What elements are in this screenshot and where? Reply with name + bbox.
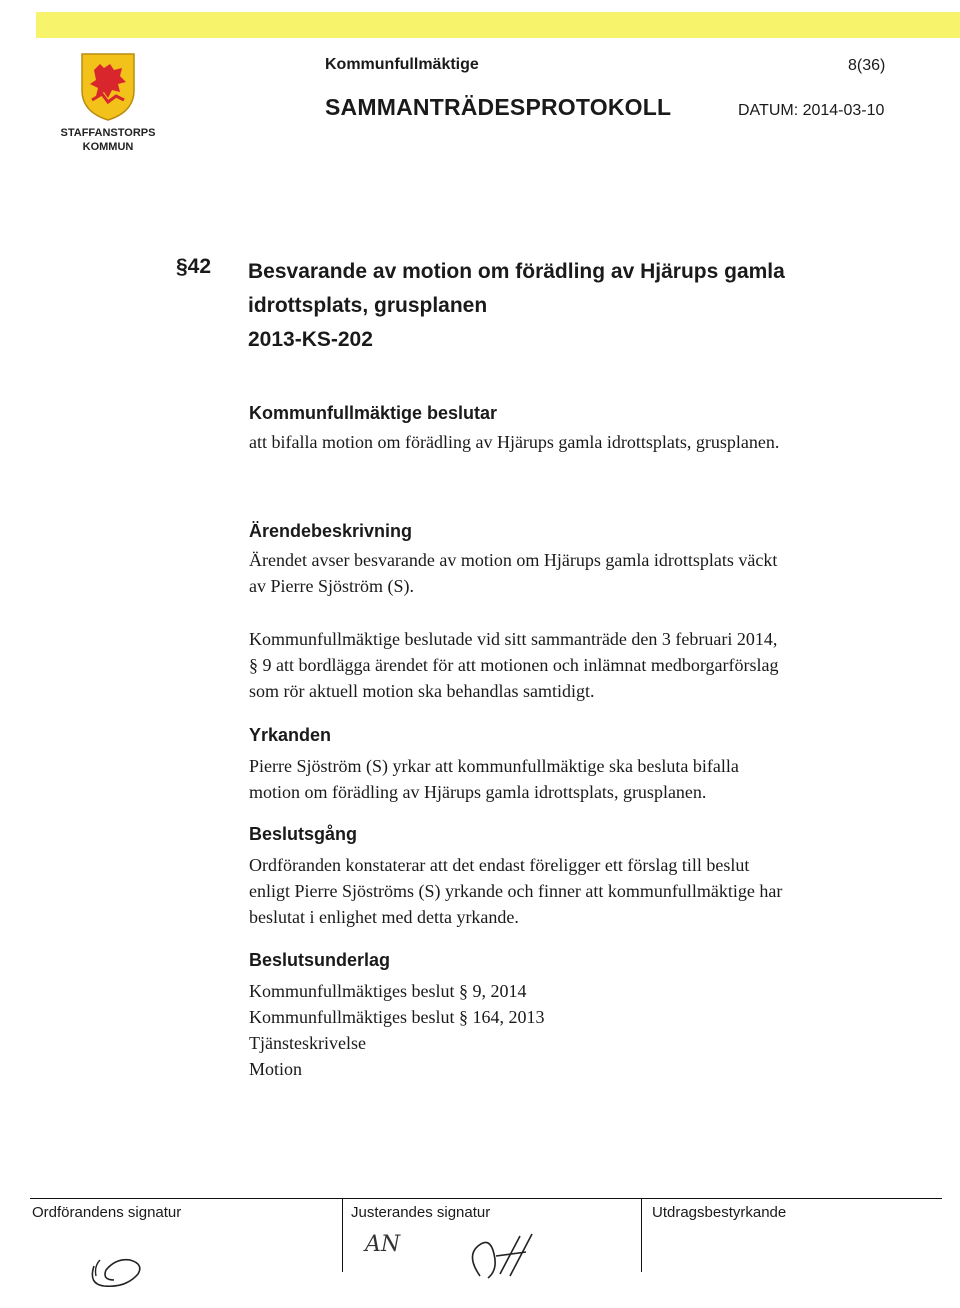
basis-item: Kommunfullmäktiges beslut § 9, 2014 [249,981,527,1001]
case-description-heading: Ärendebeskrivning [249,521,413,541]
decision-text: att bifalla motion om förädling av Hjärups gamla idrottsplats, grusplanen. [249,432,780,452]
council-name: Kommunfullmäktige [325,56,479,73]
case-description-paragraph-1: Ärendet avser besvarande av motion om Hjärups gamla idrottsplats väckt av Pierre Sjöström (S). [249,550,778,596]
basis-item: Motion [249,1059,303,1079]
decision-heading: Kommunfullmäktige beslutar [249,403,498,423]
basis-item: Kommunfullmäktiges beslut § 164, 2013 [249,1007,545,1027]
chair-signature [80,1236,150,1296]
extract-certification-label: Utdragsbestyrkande [652,1204,787,1221]
protocol-title: SAMMANTRÄDESPROTOKOLL [325,94,672,120]
meeting-date: DATUM: 2014-03-10 [738,102,885,119]
procedure-heading: Beslutsgång [249,824,358,844]
coat-of-arms-logo [78,50,138,122]
signature-divider [641,1198,642,1272]
case-number: 2013-KS-202 [248,328,373,351]
basis-heading: Beslutsunderlag [249,950,391,970]
basis-item: Tjänsteskrivelse [249,1033,366,1053]
section-title: Besvarande av motion om förädling av Hjärups gamla idrottsplats, grusplanen 2013-KS-202 [248,255,908,357]
motions-text: Pierre Sjöström (S) yrkar att kommunfullmäktige ska besluta bifalla motion om förädling av Hjärups gamla idrottsplats, grusplanen. [249,756,739,802]
adjuster-signature [460,1226,550,1286]
signature-divider [342,1198,343,1272]
top-color-strip [36,12,960,38]
motions-heading: Yrkanden [249,725,332,745]
organization-name: STAFFANSTORPS KOMMUN [60,127,156,153]
section-number: §42 [176,255,212,278]
adjuster-signature-label: Justerandes signatur [351,1204,491,1221]
procedure-text: Ordföranden konstaterar att det endast föreligger ett förslag till beslut enligt Pierre Sjöströms (S) yrkande och finner att kommunfullmäktige har beslutat i enlighet med detta yrkande. [249,855,783,927]
page-number: 8(36) [848,57,886,74]
basis-list [249,978,909,1082]
signature-top-line [30,1198,942,1199]
adjuster-initials: AN [365,1232,401,1257]
case-description-paragraph-2: Kommunfullmäktige beslutade vid sitt sammanträde den 3 februari 2014, § 9 att bordlägga ärendet för att motionen och inlämnat medborgarförslag som rör aktuell motion ska behandlas samtidigt. [249,629,779,701]
chair-signature-label: Ordförandens signatur [32,1204,182,1221]
